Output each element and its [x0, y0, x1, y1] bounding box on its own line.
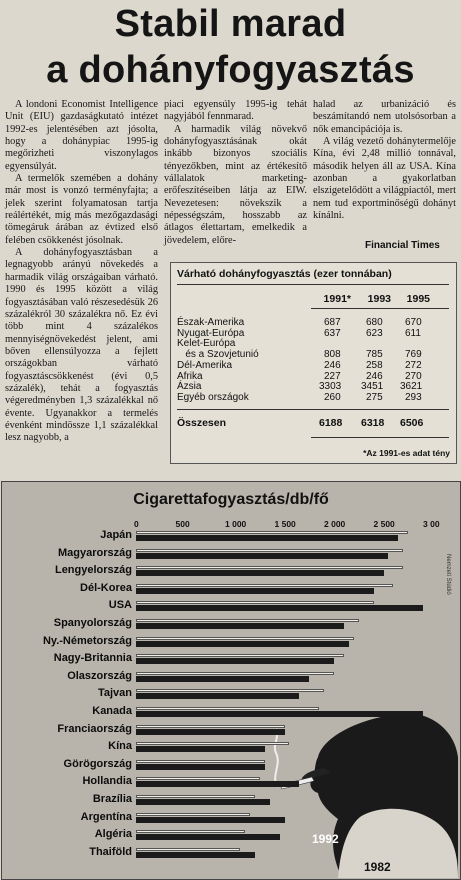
bar-1982 [136, 781, 299, 787]
table-title: Várható dohányfogyasztás (ezer tonnában) [177, 268, 392, 280]
bar-1992 [136, 672, 334, 675]
bar-1992 [136, 777, 260, 780]
bar-1982 [136, 641, 349, 647]
bar-1992 [136, 707, 319, 710]
category-label: USA [108, 599, 132, 612]
paragraph: piaci egyensúly 1995-ig tehát nagyjából fennmarad. [164, 99, 307, 123]
bar-1992 [136, 742, 289, 745]
bar-1982 [136, 535, 398, 541]
bar-1982 [136, 799, 270, 805]
table-cell: 3451 [361, 381, 384, 393]
table-total-row [177, 418, 447, 430]
table-cell: 227 [324, 370, 341, 382]
table-cell: 785 [366, 349, 383, 361]
table-row [177, 393, 447, 404]
table-footnote: *Az 1991-es adat tény [363, 448, 450, 458]
table-cell: 769 [405, 349, 422, 361]
category-label: Ny.-Németország [42, 634, 132, 647]
bar-1992 [136, 654, 344, 657]
x-tick-label: 1 500 [274, 519, 296, 529]
table-total-cell: 6506 [400, 417, 424, 429]
category-label: Olaszország [67, 669, 132, 682]
table-cell: 275 [366, 391, 383, 403]
table-rule [177, 409, 449, 410]
x-tick-label: 3 00 [423, 519, 440, 529]
bar-1992 [136, 619, 359, 622]
x-tick-label: 1 000 [225, 519, 247, 529]
paragraph: A világ vezető dohánytermelője Kína, évi 2,48 millió tonnával, második helyen áll az USA. Kína azonban a gyakorlatban elszigetelődött a világpiactól, mert nem tud exportminőségű dohányt kínálni. [313, 136, 456, 222]
table-rule [311, 437, 449, 438]
table-cell: 3621 [400, 381, 423, 393]
category-label: Nagy-Britannia [53, 652, 132, 665]
bar-1992 [136, 848, 240, 851]
bar-1982 [136, 852, 255, 858]
legend-1982-label: 1982 [364, 860, 391, 874]
category-label: Argentína [80, 810, 132, 823]
headline-line-1: Stabil marad [114, 3, 347, 45]
table-cell: 808 [324, 349, 341, 361]
table-cell: 270 [405, 370, 422, 382]
bar-1982 [136, 817, 285, 823]
table-cell: 293 [405, 391, 422, 403]
category-label: Hollandia [82, 775, 132, 788]
table-total-cell: 6318 [361, 417, 385, 429]
smoker-silhouette-illustration [272, 707, 459, 878]
table-total-cell: 6188 [319, 417, 343, 429]
table-cell: 687 [324, 317, 341, 328]
table-year-header: 1993 [367, 293, 391, 305]
table-cell: 258 [366, 359, 383, 371]
bar-1982 [136, 834, 280, 840]
bar-1992 [136, 637, 354, 640]
table-cell: 3303 [319, 381, 342, 393]
bar-1992 [136, 601, 374, 604]
table-cell: 272 [405, 359, 422, 371]
table-year-header: 1995 [406, 293, 430, 305]
bar-1982 [136, 711, 423, 717]
source-credit: Financial Times [365, 240, 440, 251]
x-tick-label: 2 000 [324, 519, 346, 529]
table-cell-region: Nyugat-Európa [177, 327, 245, 339]
category-label: Kanada [92, 705, 132, 717]
cigarette-consumption-chart [1, 481, 461, 880]
table-cell: 260 [324, 391, 341, 403]
table-cell: 670 [405, 317, 422, 328]
bar-1982 [136, 553, 388, 559]
category-label: Kína [108, 740, 132, 753]
table-cell: 246 [366, 370, 383, 382]
bar-1982 [136, 605, 423, 611]
category-label: Algéria [94, 828, 132, 841]
table-cell: 680 [366, 317, 383, 328]
category-label: Dél-Korea [80, 581, 132, 594]
table-cell: 246 [324, 359, 341, 371]
paragraph: halad az urbanizáció és beszámítandó nem utolsósorban a nők emancipációja is. [313, 99, 456, 135]
article-column-2 [164, 99, 307, 247]
category-label: Thaiföld [89, 845, 132, 858]
table-cell-region: Egyéb országok [177, 391, 249, 403]
article-column-3 [313, 99, 456, 222]
table-cell-region: Észak-Amerika [177, 317, 245, 328]
category-label: Japán [100, 529, 132, 541]
category-label: Görögország [63, 757, 132, 770]
headline-line-2: a dohányfogyasztás [46, 49, 415, 91]
consumption-table [170, 262, 457, 464]
bar-1992 [136, 549, 403, 552]
table-cell: 637 [324, 327, 341, 339]
bar-1982 [136, 764, 265, 770]
category-label: Magyarország [58, 546, 132, 559]
chart-title: Cigarettafogyasztás/db/fő [133, 491, 329, 508]
table-cell-region: Afrika [177, 370, 203, 382]
table-cell-region: és a Szovjetunió [177, 349, 259, 361]
bar-1982 [136, 693, 299, 699]
x-tick-label: 500 [175, 519, 190, 529]
x-tick-label: 0 [134, 519, 139, 529]
paragraph: A termelők szemében a dohány már most is vonzó terményfajta; a jelek szerint folyamatosan tartja reálértékét, míg más mezőgazdasági tömegáruk árában az évtized első felében csökkenést jósolnak. [5, 173, 158, 246]
bar-1982 [136, 588, 374, 594]
bar-1992 [136, 689, 324, 692]
table-total-label: Összesen [177, 417, 227, 429]
table-year-header: 1991* [323, 293, 351, 305]
paragraph: A dohányfogyasztásban a legnagyobb arányú növekedés a harmadik világ országaiban várható. 1990 és 1995 között a világ fogyasztásában való részesedésük 26 százalékról 30 százalékra nő. Ez évi több mint 4 százalékos mennyiségnövekedést jelent, ami bőven ellensúlyozza a fejlett országokban várható fogyasztáscsökkenést (évi 0,5 százalék), tehát a fogyasztás végeredményben 1,3 százalékkal nő évente. Ugyanakkor a termelés évenként mindössze 1,1 százalékkal lesz nagyobb, a [5, 247, 158, 444]
table-rule [311, 308, 449, 309]
category-label: Spanyolország [53, 617, 132, 629]
bar-1992 [136, 760, 265, 763]
bar-1982 [136, 658, 334, 664]
bar-1992 [136, 813, 250, 816]
table-cell: 623 [366, 327, 383, 339]
paragraph: A harmadik világ növekvő dohányfogyasztásának okát inkább bizonyos szociális tényezőkben, mint az értékesítő vállalatok marketing-erőfeszítéseiben látja az EIW. Nevezetesen: növekszik a népességszám, hosszabb az átlagos élettartam, emelkedik a jövedelem, előre- [164, 123, 307, 246]
bar-1992 [136, 566, 403, 569]
bar-1992 [136, 584, 393, 587]
category-label: Brazília [92, 793, 132, 805]
bar-1992 [136, 725, 285, 728]
table-rule [177, 284, 449, 285]
bar-1982 [136, 570, 384, 576]
article-column-1 [5, 99, 158, 445]
bar-1992 [136, 795, 255, 798]
bar-1982 [136, 746, 265, 752]
legend-1992-label: 1992 [312, 832, 339, 846]
table-row [177, 361, 447, 372]
x-tick-label: 2 500 [373, 519, 395, 529]
paragraph: A londoni Economist Intelligence Unit (EIU) gazdaságkutató intézet 1992-es jelentésében azt jósolta, hogy a dohánypiac 1995-ig megőrizheti viszonylagos egyensúlyát. [5, 99, 158, 172]
graphics-credit: Nemzeti Stúdió [445, 554, 451, 595]
bar-1982 [136, 676, 309, 682]
bar-1982 [136, 623, 344, 629]
category-label: Lengyelország [54, 564, 132, 577]
table-cell-region: Dél-Amerika [177, 359, 233, 371]
table-cell: 611 [405, 327, 421, 339]
category-label: Franciaország [57, 722, 132, 735]
table-cell-region: Ázsia [177, 381, 202, 393]
category-label: Tajvan [97, 687, 132, 700]
bar-1982 [136, 729, 285, 735]
bar-1992 [136, 531, 408, 534]
table-cell-region: Kelet-Európa [177, 338, 236, 350]
bar-1992 [136, 830, 245, 833]
